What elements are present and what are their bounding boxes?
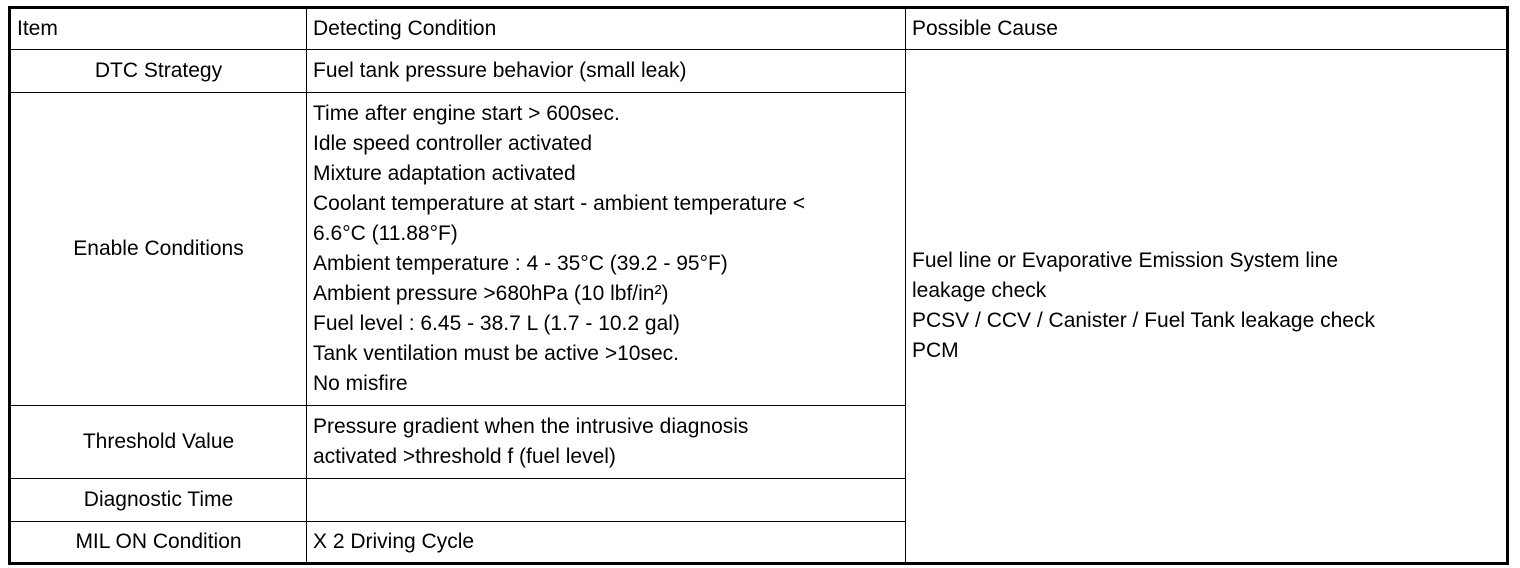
cause-line: PCSV / CCV / Canister / Fuel Tank leakage check — [912, 309, 1375, 332]
table-row — [10, 50, 1508, 93]
condition-line: Idle speed controller activated — [313, 132, 592, 155]
condition-enable-conditions — [307, 93, 906, 406]
header-possible-cause: Possible Cause — [906, 8, 1508, 50]
condition-line: Fuel tank pressure behavior (small leak) — [313, 59, 687, 82]
condition-line: No misfire — [313, 372, 408, 395]
condition-line: Coolant temperature at start - ambient temperature < — [313, 192, 805, 215]
item-enable-conditions: Enable Conditions — [10, 93, 307, 406]
condition-line: Ambient temperature : 4 - 35°C (39.2 - 95°F) — [313, 252, 728, 275]
possible-cause-cell — [906, 50, 1508, 564]
item-mil-on-condition: MIL ON Condition — [10, 522, 307, 564]
condition-line: activated >threshold f (fuel level) — [313, 445, 616, 468]
condition-line: Tank ventilation must be active >10sec. — [313, 342, 679, 365]
condition-line: 6.6°C (11.88°F) — [313, 222, 458, 245]
item-dtc-strategy: DTC Strategy — [10, 50, 307, 93]
dtc-table — [8, 6, 1509, 565]
condition-line: Time after engine start > 600sec. — [313, 102, 620, 125]
condition-dtc-strategy — [307, 50, 906, 93]
item-threshold-value: Threshold Value — [10, 406, 307, 479]
header-row — [10, 8, 1508, 50]
condition-line: Mixture adaptation activated — [313, 162, 576, 185]
condition-mil-on-condition — [307, 522, 906, 564]
cause-line: PCM — [912, 339, 959, 362]
item-diagnostic-time: Diagnostic Time — [10, 479, 307, 522]
condition-line: Pressure gradient when the intrusive diagnosis — [313, 415, 749, 438]
condition-line: Ambient pressure >680hPa (10 lbf/in²) — [313, 282, 669, 305]
condition-threshold-value — [307, 406, 906, 479]
condition-line: Fuel level : 6.45 - 38.7 L (1.7 - 10.2 gal) — [313, 312, 680, 335]
header-item: Item — [10, 8, 307, 50]
condition-diagnostic-time — [307, 479, 906, 522]
cause-line: Fuel line or Evaporative Emission System line — [912, 249, 1339, 272]
cause-line: leakage check — [912, 279, 1047, 302]
condition-line: X 2 Driving Cycle — [313, 530, 475, 553]
header-detecting-condition: Detecting Condition — [307, 8, 906, 50]
